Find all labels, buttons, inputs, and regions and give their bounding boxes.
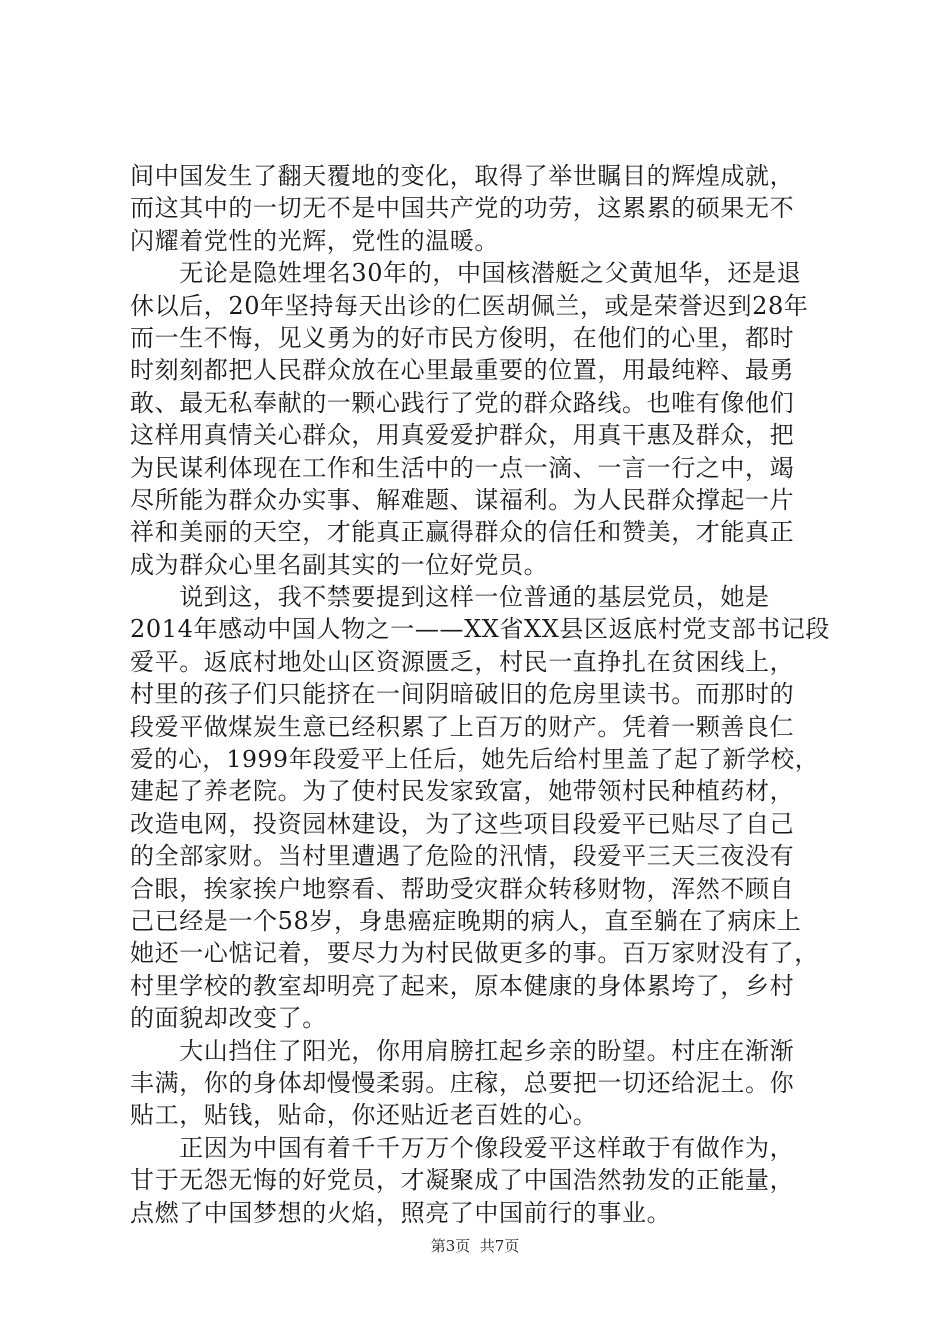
text-line: 村里的孩子们只能挤在一间阴暗破旧的危房里读书。而那时的 bbox=[130, 680, 795, 709]
text-line: 时刻刻都把人民群众放在心里最重要的位置，用最纯粹、最勇 bbox=[130, 356, 795, 385]
text-line: 村里学校的教室却明亮了起来，原本健康的身体累垮了，乡村 bbox=[130, 971, 795, 1000]
text-line: 她还一心惦记着，要尽力为村民做更多的事。百万家财没有了， bbox=[130, 939, 819, 968]
text-line: 2014年感动中国人物之一——XX省XX县区返底村党支部书记段 bbox=[130, 615, 831, 644]
page-number-label: 第3页 共7页 bbox=[430, 1237, 520, 1255]
page-footer bbox=[0, 1236, 950, 1256]
text-line: 的面貌却改变了。 bbox=[130, 1004, 327, 1033]
text-line: 点燃了中国梦想的火焰，照亮了中国前行的事业。 bbox=[130, 1198, 672, 1227]
text-line: 无论是隐姓埋名30年的，中国核潜艇之父黄旭华，还是退 bbox=[130, 259, 802, 288]
text-line: 贴工，贴钱，贴命，你还贴近老百姓的心。 bbox=[130, 1101, 598, 1130]
text-line: 爱平。返底村地处山区资源匮乏，村民一直挣扎在贫困线上， bbox=[130, 647, 795, 676]
text-line: 的全部家财。当村里遭遇了危险的汛情，段爱平三天三夜没有 bbox=[130, 842, 795, 871]
text-line: 休以后，20年坚持每天出诊的仁医胡佩兰，或是荣誉迟到28年 bbox=[130, 291, 809, 320]
text-line: 建起了养老院。为了使村民发家致富，她带领村民种植药材， bbox=[130, 777, 795, 806]
text-line: 甘于无怨无悔的好党员，才凝聚成了中国浩然勃发的正能量， bbox=[130, 1166, 795, 1195]
text-line: 正因为中国有着千千万万个像段爱平这样敢于有做作为， bbox=[130, 1133, 795, 1162]
text-line: 段爱平做煤炭生意已经积累了上百万的财产。凭着一颗善良仁 bbox=[130, 712, 795, 741]
text-line: 合眼，挨家挨户地察看、帮助受灾群众转移财物，浑然不顾自 bbox=[130, 874, 795, 903]
text-line: 大山挡住了阳光，你用肩膀扛起乡亲的盼望。村庄在渐渐 bbox=[130, 1036, 795, 1065]
text-line: 而一生不悔，见义勇为的好市民方俊明，在他们的心里，都时 bbox=[130, 323, 795, 352]
text-line: 说到这，我不禁要提到这样一位普通的基层党员，她是 bbox=[130, 583, 770, 612]
text-line: 而这其中的一切无不是中国共产党的功劳，这累累的硕果无不 bbox=[130, 194, 795, 223]
text-line: 为民谋利体现在工作和生活中的一点一滴、一言一行之中，竭 bbox=[130, 453, 795, 482]
text-line: 己已经是一个58岁，身患癌症晚期的病人，直至躺在了病床上 bbox=[130, 906, 802, 935]
text-line: 祥和美丽的天空，才能真正赢得群众的信任和赞美，才能真正 bbox=[130, 518, 795, 547]
body-text bbox=[130, 160, 830, 1229]
text-line: 间中国发生了翻天覆地的变化，取得了举世瞩目的辉煌成就， bbox=[130, 162, 795, 190]
text-line: 丰满，你的身体却慢慢柔弱。庄稼，总要把一切还给泥土。你 bbox=[130, 1068, 795, 1097]
text-line: 爱的心，1999年段爱平上任后，她先后给村里盖了起了新学校， bbox=[130, 745, 819, 774]
text-line: 这样用真情关心群众，用真爱爱护群众，用真干惠及群众，把 bbox=[130, 421, 795, 450]
text-line: 闪耀着党性的光辉，党性的温暖。 bbox=[130, 226, 499, 255]
text-line: 尽所能为群众办实事、解难题、谋福利。为人民群众撑起一片 bbox=[130, 485, 795, 514]
text-line: 敢、最无私奉献的一颗心践行了党的群众路线。也唯有像他们 bbox=[130, 388, 795, 417]
text-line: 成为群众心里名副其实的一位好党员。 bbox=[130, 550, 549, 579]
text-line: 改造电网，投资园林建设，为了这些项目段爱平已贴尽了自己 bbox=[130, 809, 795, 838]
